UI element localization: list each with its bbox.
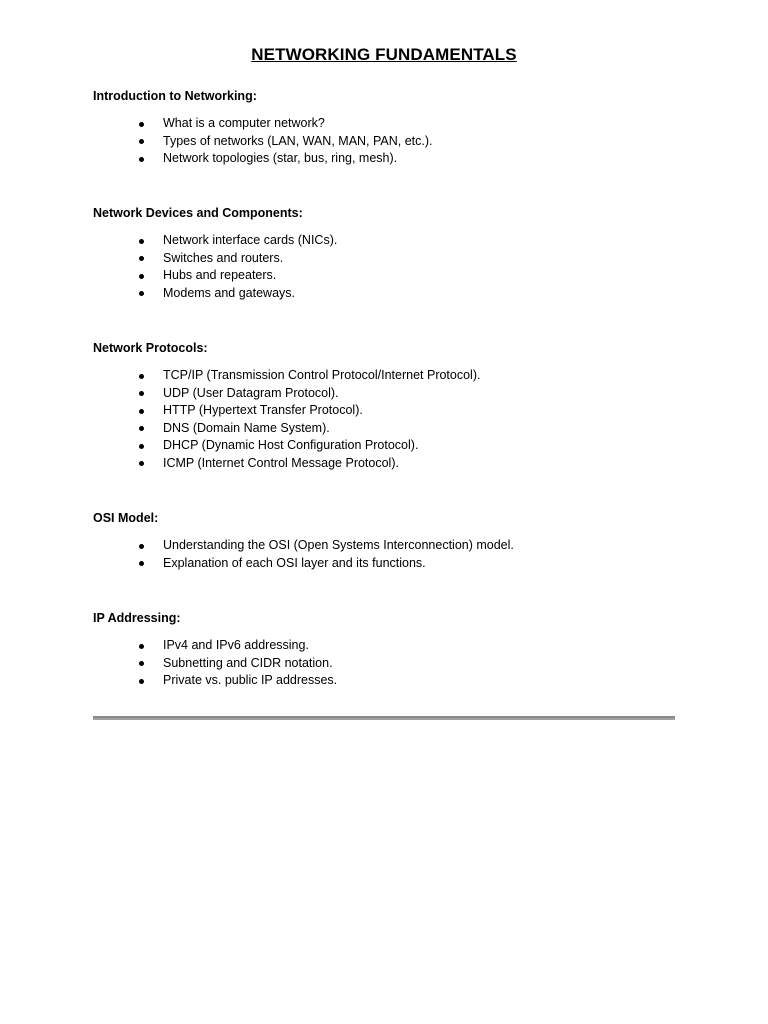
section-heading: IP Addressing: bbox=[93, 611, 181, 625]
bullet-icon bbox=[139, 274, 144, 279]
list-item-text: Understanding the OSI (Open Systems Interconnection) model. bbox=[163, 538, 514, 552]
bullet-icon bbox=[139, 426, 144, 431]
list-item-text: IPv4 and IPv6 addressing. bbox=[163, 638, 309, 652]
bullet-list bbox=[93, 637, 693, 690]
list-item-text: Network interface cards (NICs). bbox=[163, 233, 338, 247]
list-item-text: DNS (Domain Name System). bbox=[163, 420, 330, 435]
list-item bbox=[93, 267, 693, 285]
list-item bbox=[93, 555, 693, 573]
bullet-icon bbox=[139, 157, 144, 162]
bullet-list bbox=[93, 537, 693, 572]
bullet-list bbox=[93, 232, 693, 302]
list-item-text: Switches and routers. bbox=[163, 250, 284, 265]
section-network-devices bbox=[93, 205, 693, 302]
list-item-text: What is a computer network? bbox=[163, 116, 325, 130]
list-item bbox=[93, 437, 693, 455]
section-introduction bbox=[93, 88, 693, 168]
list-item-text: HTTP (Hypertext Transfer Protocol). bbox=[163, 403, 363, 418]
list-item-text: DHCP (Dynamic Host Configuration Protocol). bbox=[163, 438, 419, 453]
bullet-icon bbox=[139, 291, 144, 296]
bullet-icon bbox=[139, 661, 144, 666]
bullet-icon bbox=[139, 561, 144, 566]
list-item bbox=[93, 232, 693, 250]
document-title: NETWORKING FUNDAMENTALS bbox=[251, 45, 517, 64]
bullet-list bbox=[93, 367, 693, 473]
bullet-icon bbox=[139, 409, 144, 414]
bullet-icon bbox=[139, 239, 144, 244]
bullet-icon bbox=[139, 256, 144, 261]
list-item bbox=[93, 115, 693, 133]
bullet-list bbox=[93, 115, 693, 168]
section-heading: Network Protocols: bbox=[93, 341, 208, 355]
list-item-text: Network topologies (star, bus, ring, mesh). bbox=[163, 151, 398, 166]
section-heading: Network Devices and Components: bbox=[93, 206, 303, 220]
list-item-text: UDP (User Datagram Protocol). bbox=[163, 385, 339, 400]
list-item-text: Private vs. public IP addresses. bbox=[163, 673, 338, 688]
list-item bbox=[93, 420, 693, 438]
bullet-icon bbox=[139, 139, 144, 144]
list-item bbox=[93, 133, 693, 151]
list-item-text: TCP/IP (Transmission Control Protocol/Internet Protocol). bbox=[163, 368, 481, 382]
list-item-text: Explanation of each OSI layer and its functions. bbox=[163, 555, 426, 570]
list-item-text: Subnetting and CIDR notation. bbox=[163, 655, 333, 670]
list-item bbox=[93, 367, 693, 385]
bullet-icon bbox=[139, 644, 144, 649]
list-item bbox=[93, 402, 693, 420]
section-ip-addressing bbox=[93, 610, 693, 690]
bullet-icon bbox=[139, 122, 144, 127]
list-item bbox=[93, 637, 693, 655]
list-item-text: Types of networks (LAN, WAN, MAN, PAN, etc.). bbox=[163, 133, 433, 148]
horizontal-rule bbox=[93, 716, 675, 720]
section-osi-model bbox=[93, 510, 693, 572]
list-item bbox=[93, 537, 693, 555]
list-item bbox=[93, 150, 693, 168]
list-item bbox=[93, 285, 693, 303]
list-item bbox=[93, 250, 693, 268]
list-item bbox=[93, 385, 693, 403]
bullet-icon bbox=[139, 391, 144, 396]
bullet-icon bbox=[139, 444, 144, 449]
list-item-text: Hubs and repeaters. bbox=[163, 268, 277, 283]
section-heading: Introduction to Networking: bbox=[93, 89, 257, 103]
list-item bbox=[93, 655, 693, 673]
bullet-icon bbox=[139, 544, 144, 549]
bullet-icon bbox=[139, 461, 144, 466]
bullet-icon bbox=[139, 679, 144, 684]
list-item bbox=[93, 455, 693, 473]
bullet-icon bbox=[139, 374, 144, 379]
list-item-text: ICMP (Internet Control Message Protocol). bbox=[163, 455, 399, 470]
list-item-text: Modems and gateways. bbox=[163, 285, 296, 300]
section-heading: OSI Model: bbox=[93, 511, 159, 525]
section-network-protocols bbox=[93, 340, 693, 473]
list-item bbox=[93, 672, 693, 690]
